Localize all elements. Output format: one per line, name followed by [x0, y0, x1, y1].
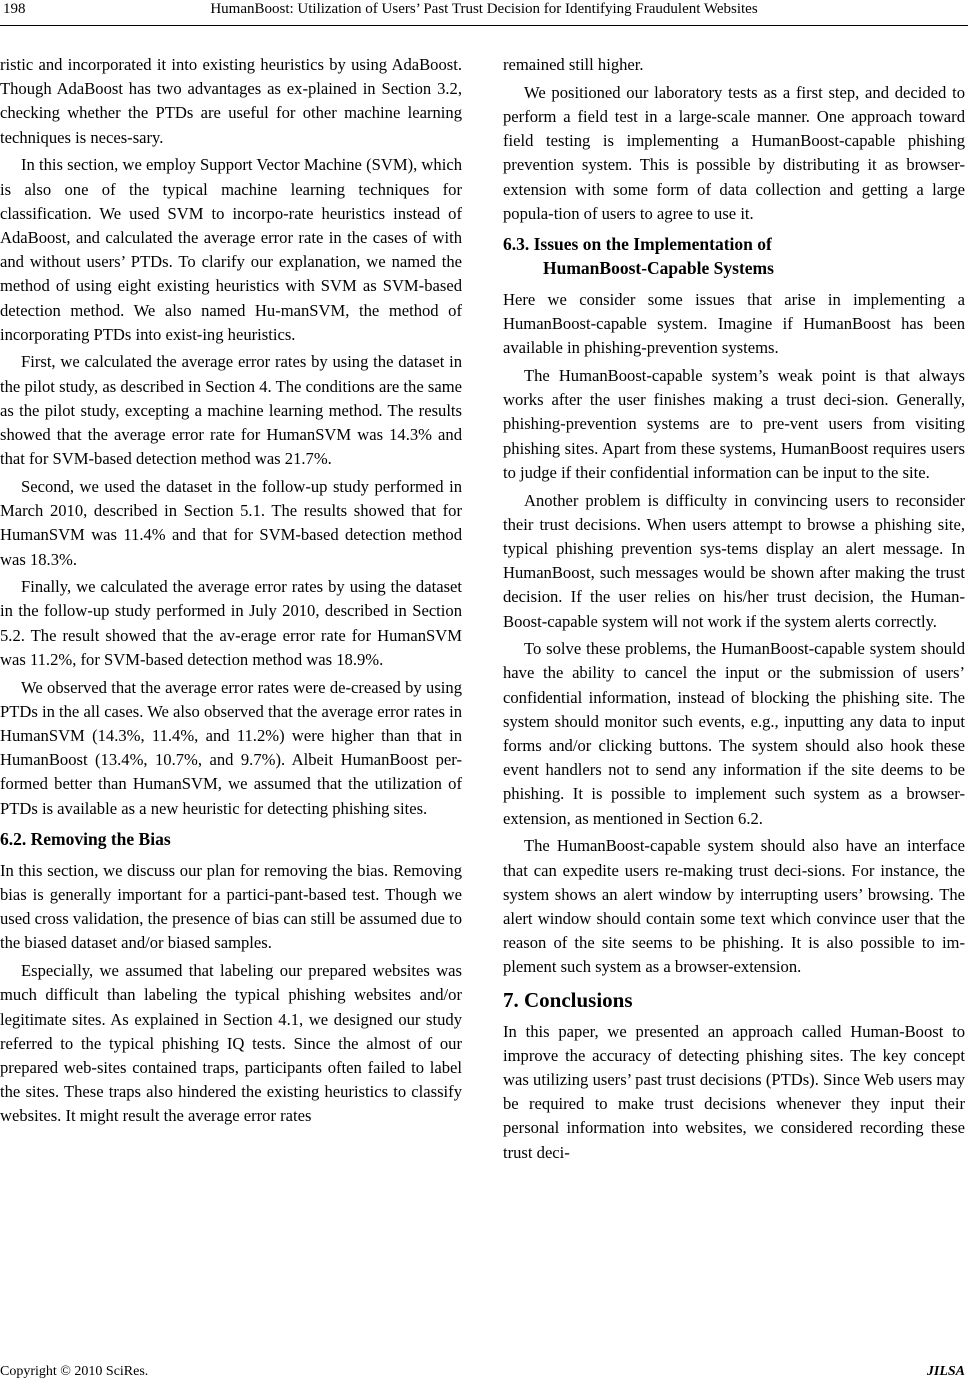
- header-rule: [0, 25, 968, 26]
- paragraph: Second, we used the dataset in the follow-up study performed in March 2010, described in Section 5.1. The results showed that for HumanSVM was 11.4% and that for SVM-based detection method was 18.3%.: [0, 476, 462, 569]
- paragraph: Finally, we calculated the average error rates by using the dataset in the follow-up study performed in July 2010, described in Section 5.2. The result showed that the av-erage error rate for HumanSVM was 11.2%, for SVM-based detection method was 18.9%.: [0, 577, 462, 669]
- paragraph: remained still higher.: [503, 55, 644, 74]
- copyright-notice: Copyright © 2010 SciRes.: [0, 1364, 149, 1379]
- paragraph: First, we calculated the average error rates by using the dataset in the pilot study, as described in Section 4. The conditions are the same as the pilot study, excepting a machine learning method. The results showed that the average error rate for HumanSVM was 14.3% and that for SVM-based detection method was 21.7%.: [0, 352, 462, 469]
- paragraph: The HumanBoost-capable system should also have an interface that can expedite users re-making trust deci-sions. For instance, the system shows an alert window by interrupting users’ browsing. The alert window should contain some text which convince user that the reason of the site seems to be phishing. It is also possible to im-plement such system as a browser-extension.: [503, 836, 965, 977]
- paragraph: In this section, we discuss our plan for removing the bias. Removing bias is generally important for a partici-pant-based test. Though we used cross validation, the presence of bias can still be assumed due to the biased dataset and/or biased samples.: [0, 860, 462, 953]
- paragraph: We observed that the average error rates were de-creased by using PTDs in the all cases. We also observed that the average error rates in HumanSVM (14.3%, 11.4%, and 11.2%) were higher than that in HumanBoost (13.4%, 10.7%, and 9.7%). Albeit HumanBoost per-formed better than HumanSVM, we assumed that the utilization of PTDs is available as a new heuristic for detecting phishing sites.: [0, 677, 462, 818]
- paragraph: ristic and incorporated it into existing heuristics by using AdaBoost. Though AdaBoost has two advantages as ex-plained in Section 3.2, checking whether the PTDs are useful for other machine learning techniques is neces-sary.: [0, 55, 462, 147]
- paragraph: Especially, we assumed that labeling our prepared websites was much difficult than labeling the typical phishing websites and/or legitimate sites. As explained in Section 4.1, we designed our study referred to the typical phishing IQ tests. Since the almost of our prepared web-sites contained traps, participants often failed to label the sites. These traps also hindered the existing heuristics to classify websites. It might result the average error rates: [0, 961, 462, 1126]
- section-heading-line: 6.3. Issues on the Implementation of: [503, 233, 772, 254]
- left-column: [0, 53, 462, 1129]
- page-header: [0, 0, 968, 26]
- page-number: 198: [3, 1, 26, 17]
- paragraph: Another problem is difficulty in convincing users to reconsider their trust decisions. When users attempt to browse a phishing site, typical phishing prevention sys-tems display an alert message. In HumanBoost, such messages would be shown after making the trust decision. If the user relies on his/her trust decision, the Human-Boost-capable system will not work if the system alerts correctly.: [503, 490, 965, 631]
- paragraph: In this section, we employ Support Vector Machine (SVM), which is also one of the typical machine learning techniques for classification. We used SVM to incorpo-rate heuristics instead of AdaBoost, and calculated the average error rate in the cases of with and without users’ PTDs. To clarify our explanation, we named the method of using eight existing heuristics with SVM as SVM-based detection method. We also named Hu-manSVM, the method of incorporating PTDs into exist-ing heuristics.: [0, 155, 462, 344]
- paragraph: We positioned our laboratory tests as a first step, and decided to perform a field test in a large-scale manner. One approach toward field testing is implementing a HumanBoost-capable phishing prevention system. This is possible by distributing it as browser-extension with some form of data collection and getting a large popula-tion of users to agree to use it.: [503, 82, 965, 223]
- section-heading-line: HumanBoost-Capable Systems: [543, 257, 774, 278]
- paragraph: To solve these problems, the HumanBoost-capable system should have the ability to cancel the input or the submission of users’ confidential information, instead of blocking the phishing site. The system should monitor such events, e.g., inputting any data to input forms and/or clicking buttons. The system should also hook these event handlers not to send any information if the site deems to be phishing. It is possible to implement such system as a browser-extension, as mentioned in Section 6.2.: [503, 639, 965, 828]
- right-column: [503, 53, 965, 1165]
- paragraph: The HumanBoost-capable system’s weak point is that always works after the user finishes making a trust deci-sion. Generally, phishing-prevention systems are to pre-vent users from visiting phishing sites. Apart from these systems, HumanBoost requires users to judge if their confidential information can be input to the site.: [503, 366, 965, 482]
- journal-abbreviation: JILSA: [926, 1364, 965, 1379]
- paragraph: Here we consider some issues that arise in implementing a HumanBoost-capable system. Imagine if HumanBoost has been available in phishing-prevention systems.: [503, 289, 965, 358]
- section-heading-6-2: 6.2. Removing the Bias: [0, 828, 171, 849]
- section-heading-6-3: [503, 232, 965, 280]
- running-title: HumanBoost: Utilization of Users’ Past Trust Decision for Identifying Fraudulent Websites: [210, 1, 758, 17]
- page-footer: [0, 1360, 968, 1384]
- section-heading-7: 7. Conclusions: [503, 987, 633, 1012]
- paragraph: In this paper, we presented an approach called Human-Boost to improve the accuracy of detecting phishing sites. The key concept was utilizing users’ past trust decisions (PTDs). Since Web users may be required to make trust decisions whenever they input their personal information into websites, we considered recording these trust deci-: [503, 1021, 965, 1162]
